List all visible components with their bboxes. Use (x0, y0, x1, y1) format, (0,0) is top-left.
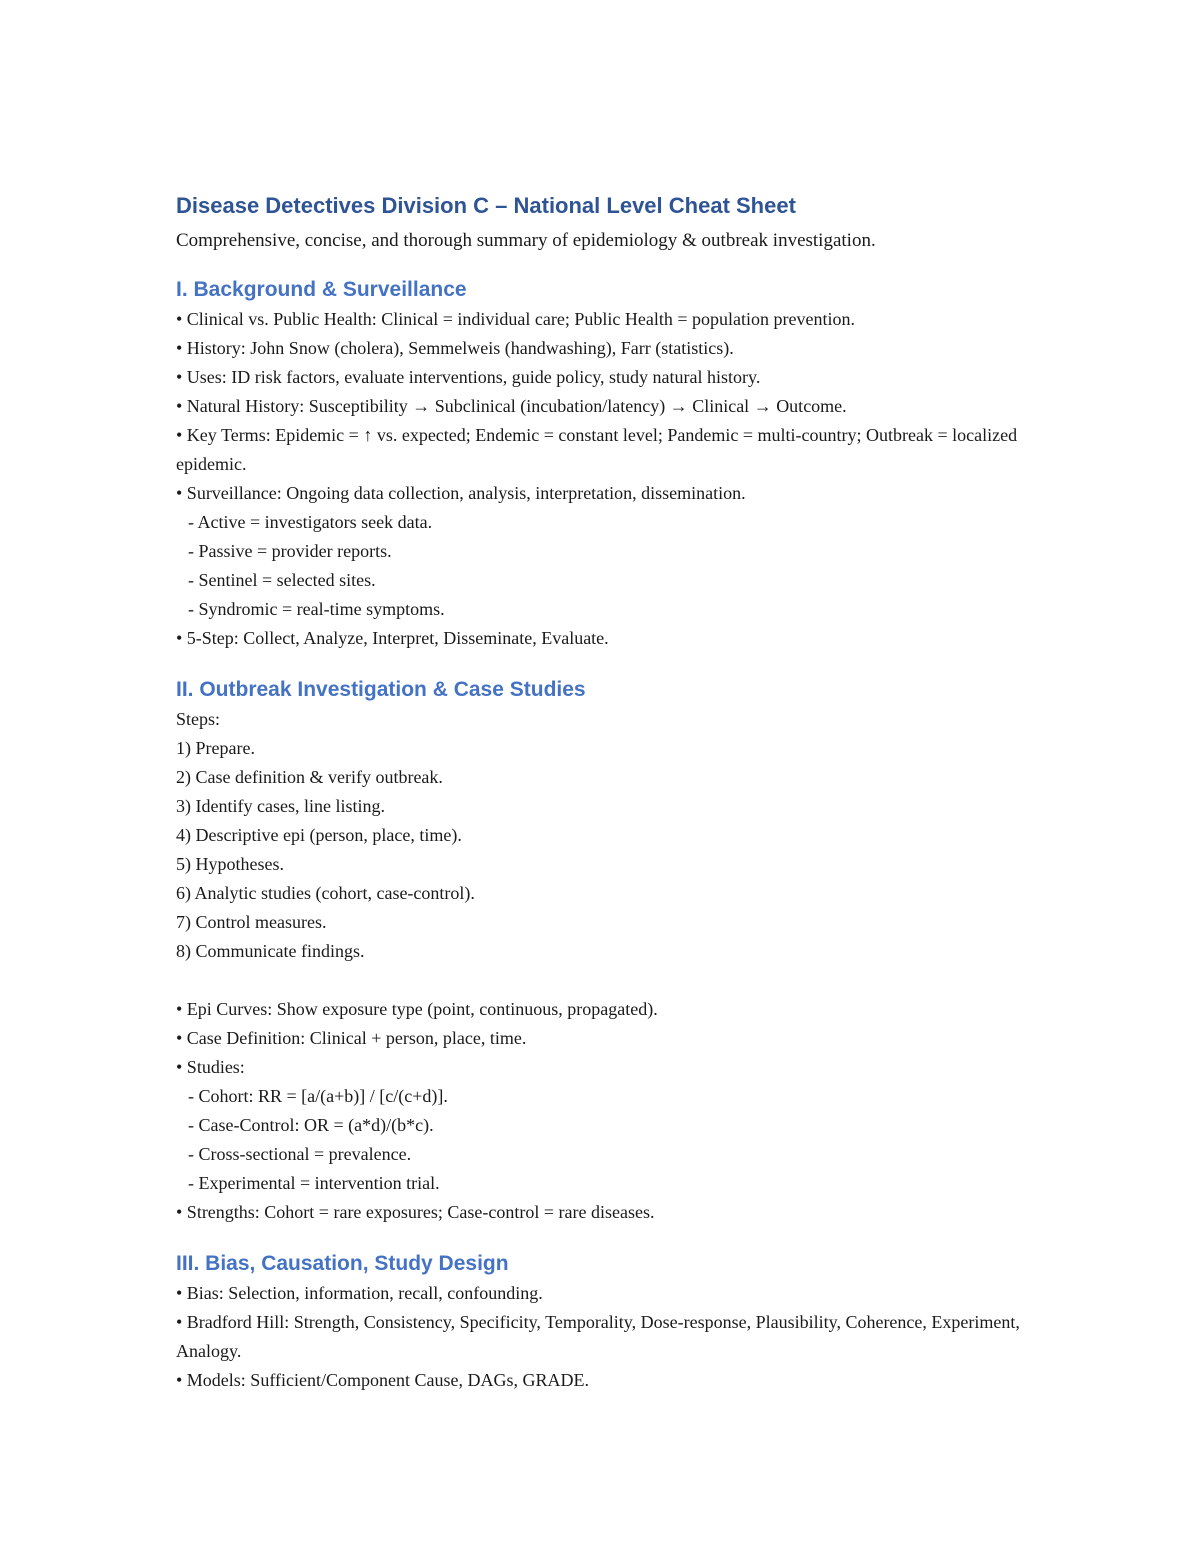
document-title: Disease Detectives Division C – National Level Cheat Sheet (176, 193, 796, 218)
list-item: • History: John Snow (cholera), Semmelweis (handwashing), Farr (statistics). (176, 338, 734, 358)
step-item: 2) Case definition & verify outbreak. (176, 767, 443, 787)
list-subitem: - Active = investigators seek data. (188, 512, 433, 532)
list-item: • Models: Sufficient/Component Cause, DAGs, GRADE. (176, 1370, 589, 1390)
list-item: • Surveillance: Ongoing data collection, analysis, interpretation, dissemination. (176, 483, 746, 503)
list-item: • Natural History: Susceptibility → Subclinical (incubation/latency) → Clinical → Outcome. (176, 396, 847, 416)
list-item: • Studies: (176, 1057, 245, 1077)
list-item: • 5-Step: Collect, Analyze, Interpret, Disseminate, Evaluate. (176, 628, 609, 648)
list-subitem: - Syndromic = real-time symptoms. (188, 599, 445, 619)
section-heading-bias: III. Bias, Causation, Study Design (176, 1252, 509, 1275)
list-item: • Strengths: Cohort = rare exposures; Case-control = rare diseases. (176, 1202, 655, 1222)
list-item: • Epi Curves: Show exposure type (point, continuous, propagated). (176, 999, 658, 1019)
list-subitem: - Cross-sectional = prevalence. (188, 1144, 412, 1164)
list-subitem: - Experimental = intervention trial. (188, 1173, 440, 1193)
list-subitem: - Case-Control: OR = (a*d)/(b*c). (188, 1115, 434, 1135)
step-item: 6) Analytic studies (cohort, case-control). (176, 883, 475, 903)
step-item: 5) Hypotheses. (176, 854, 284, 874)
list-item: • Bradford Hill: Strength, Consistency, Specificity, Temporality, Dose-response, Plausibility, Coherence, Experiment, Analogy. (176, 1312, 1020, 1361)
step-item: 8) Communicate findings. (176, 941, 365, 961)
blank-line (176, 966, 1036, 995)
document-page (176, 190, 1036, 1395)
steps-label: Steps: (176, 709, 221, 729)
step-item: 1) Prepare. (176, 738, 255, 758)
step-item: 3) Identify cases, line listing. (176, 796, 385, 816)
list-item: • Case Definition: Clinical + person, place, time. (176, 1028, 527, 1048)
step-item: 7) Control measures. (176, 912, 327, 932)
list-subitem: - Sentinel = selected sites. (188, 570, 376, 590)
list-subitem: - Passive = provider reports. (188, 541, 392, 561)
list-subitem: - Cohort: RR = [a/(a+b)] / [c/(c+d)]. (188, 1086, 448, 1106)
section-heading-outbreak: II. Outbreak Investigation & Case Studies (176, 678, 586, 701)
list-item: • Clinical vs. Public Health: Clinical = individual care; Public Health = population prevention. (176, 309, 855, 329)
list-item: • Uses: ID risk factors, evaluate interventions, guide policy, study natural history. (176, 367, 761, 387)
step-item: 4) Descriptive epi (person, place, time). (176, 825, 462, 845)
list-item: • Bias: Selection, information, recall, confounding. (176, 1283, 543, 1303)
section-heading-background: I. Background & Surveillance (176, 278, 467, 301)
document-subtitle: Comprehensive, concise, and thorough summary of epidemiology & outbreak investigation. (176, 230, 876, 251)
list-item: • Key Terms: Epidemic = ↑ vs. expected; Endemic = constant level; Pandemic = multi-country; Outbreak = localized epidemic. (176, 425, 1018, 474)
